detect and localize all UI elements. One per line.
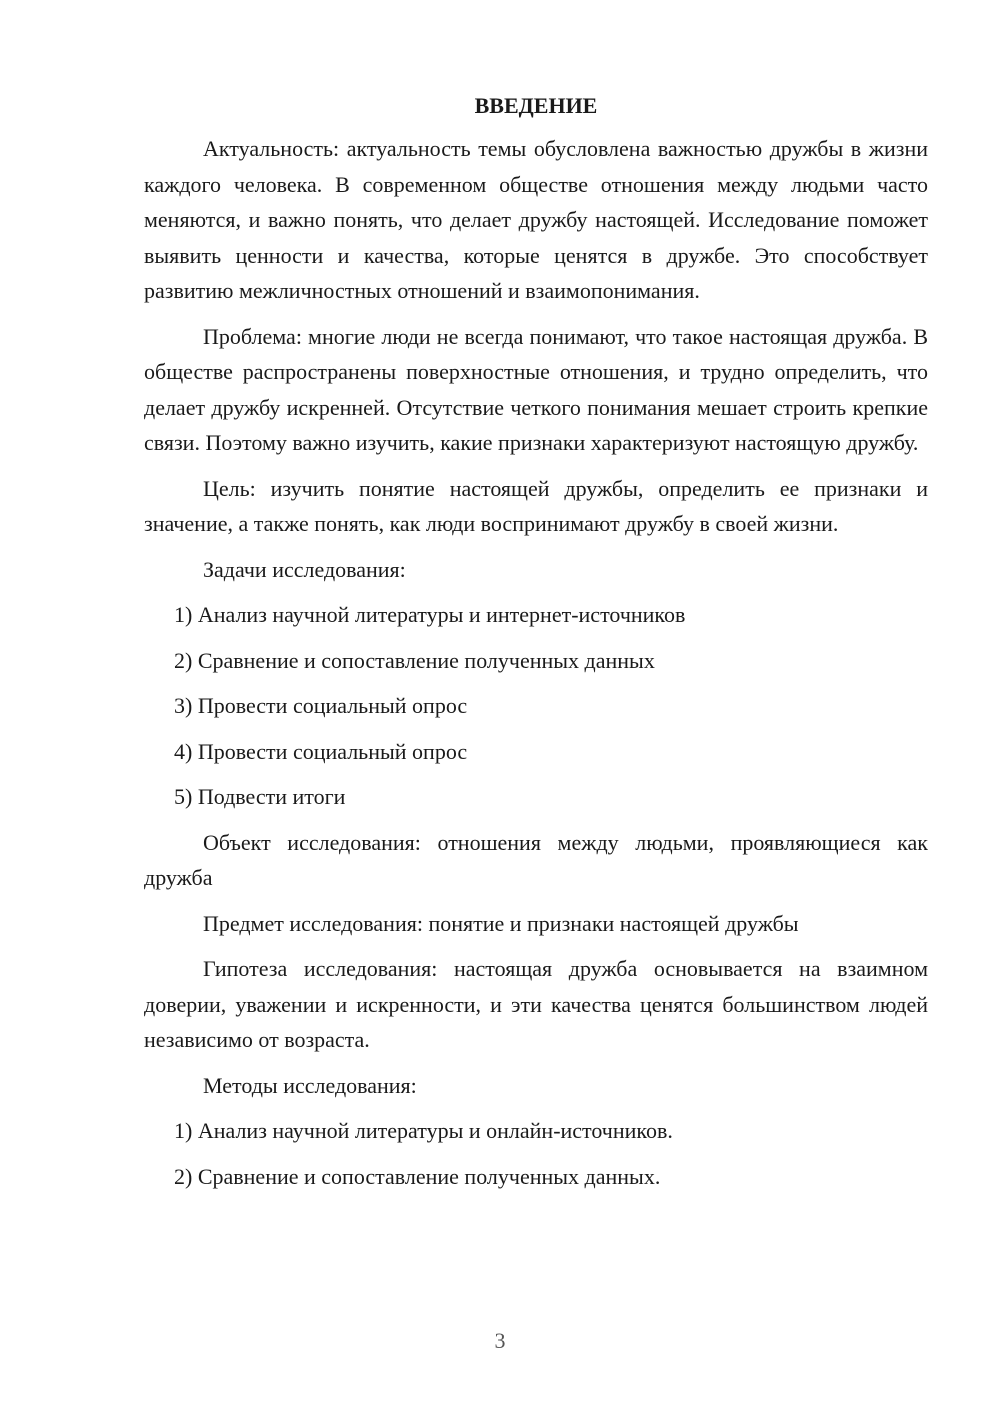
paragraph-relevance: Актуальность: актуальность темы обусловлена важностью дружбы в жизни каждого человека. В современном обществе отношения между людьми часто меняются, и важно понять, что делает дружбу настоящей. Исследование поможет выявить ценности и качества, которые ценятся в дружбе. Это способствует развитию межличностных отношений и взаимопонимания. — [144, 136, 928, 303]
list-item: 2) Сравнение и сопоставление полученных данных — [174, 647, 655, 673]
document-page — [144, 88, 928, 1204]
list-item: 2) Сравнение и сопоставление полученных данных. — [174, 1163, 661, 1189]
tasks-heading: Задачи исследования: — [203, 556, 406, 582]
list-item: 3) Провести социальный опрос — [174, 693, 468, 718]
methods-heading: Методы исследования: — [203, 1072, 417, 1098]
paragraph-goal: Цель: изучить понятие настоящей дружбы, определить ее признаки и значение, а также понять, как люди воспринимают дружбу в своей жизни. — [144, 475, 928, 536]
list-item: 1) Анализ научной литературы и онлайн-источников. — [174, 1118, 673, 1143]
paragraph-hypothesis: Гипотеза исследования: настоящая дружба основывается на взаимном доверии, уважении и искренности, и эти качества ценятся большинством людей независимо от возраста. — [144, 956, 928, 1052]
list-item: 1) Анализ научной литературы и интернет-источников — [174, 602, 686, 627]
page-number: 3 — [494, 1328, 506, 1353]
paragraph-object: Объект исследования: отношения между людьми, проявляющиеся как дружба — [144, 829, 928, 890]
methods-list — [144, 1113, 928, 1194]
paragraph-subject: Предмет исследования: понятие и признаки настоящей дружбы — [203, 910, 799, 936]
list-item: 4) Провести социальный опрос — [174, 738, 468, 764]
list-item: 5) Подвести итоги — [174, 784, 346, 809]
tasks-list — [144, 597, 928, 815]
paragraph-problem: Проблема: многие люди не всегда понимают, что такое настоящая дружба. В обществе распространены поверхностные отношения, и трудно определить, что делает дружбу искренней. Отсутствие четкого понимания мешает строить крепкие связи. Поэтому важно изучить, какие признаки характеризуют настоящую дружбу. — [144, 323, 928, 455]
page-title: ВВЕДЕНИЕ — [474, 93, 598, 118]
